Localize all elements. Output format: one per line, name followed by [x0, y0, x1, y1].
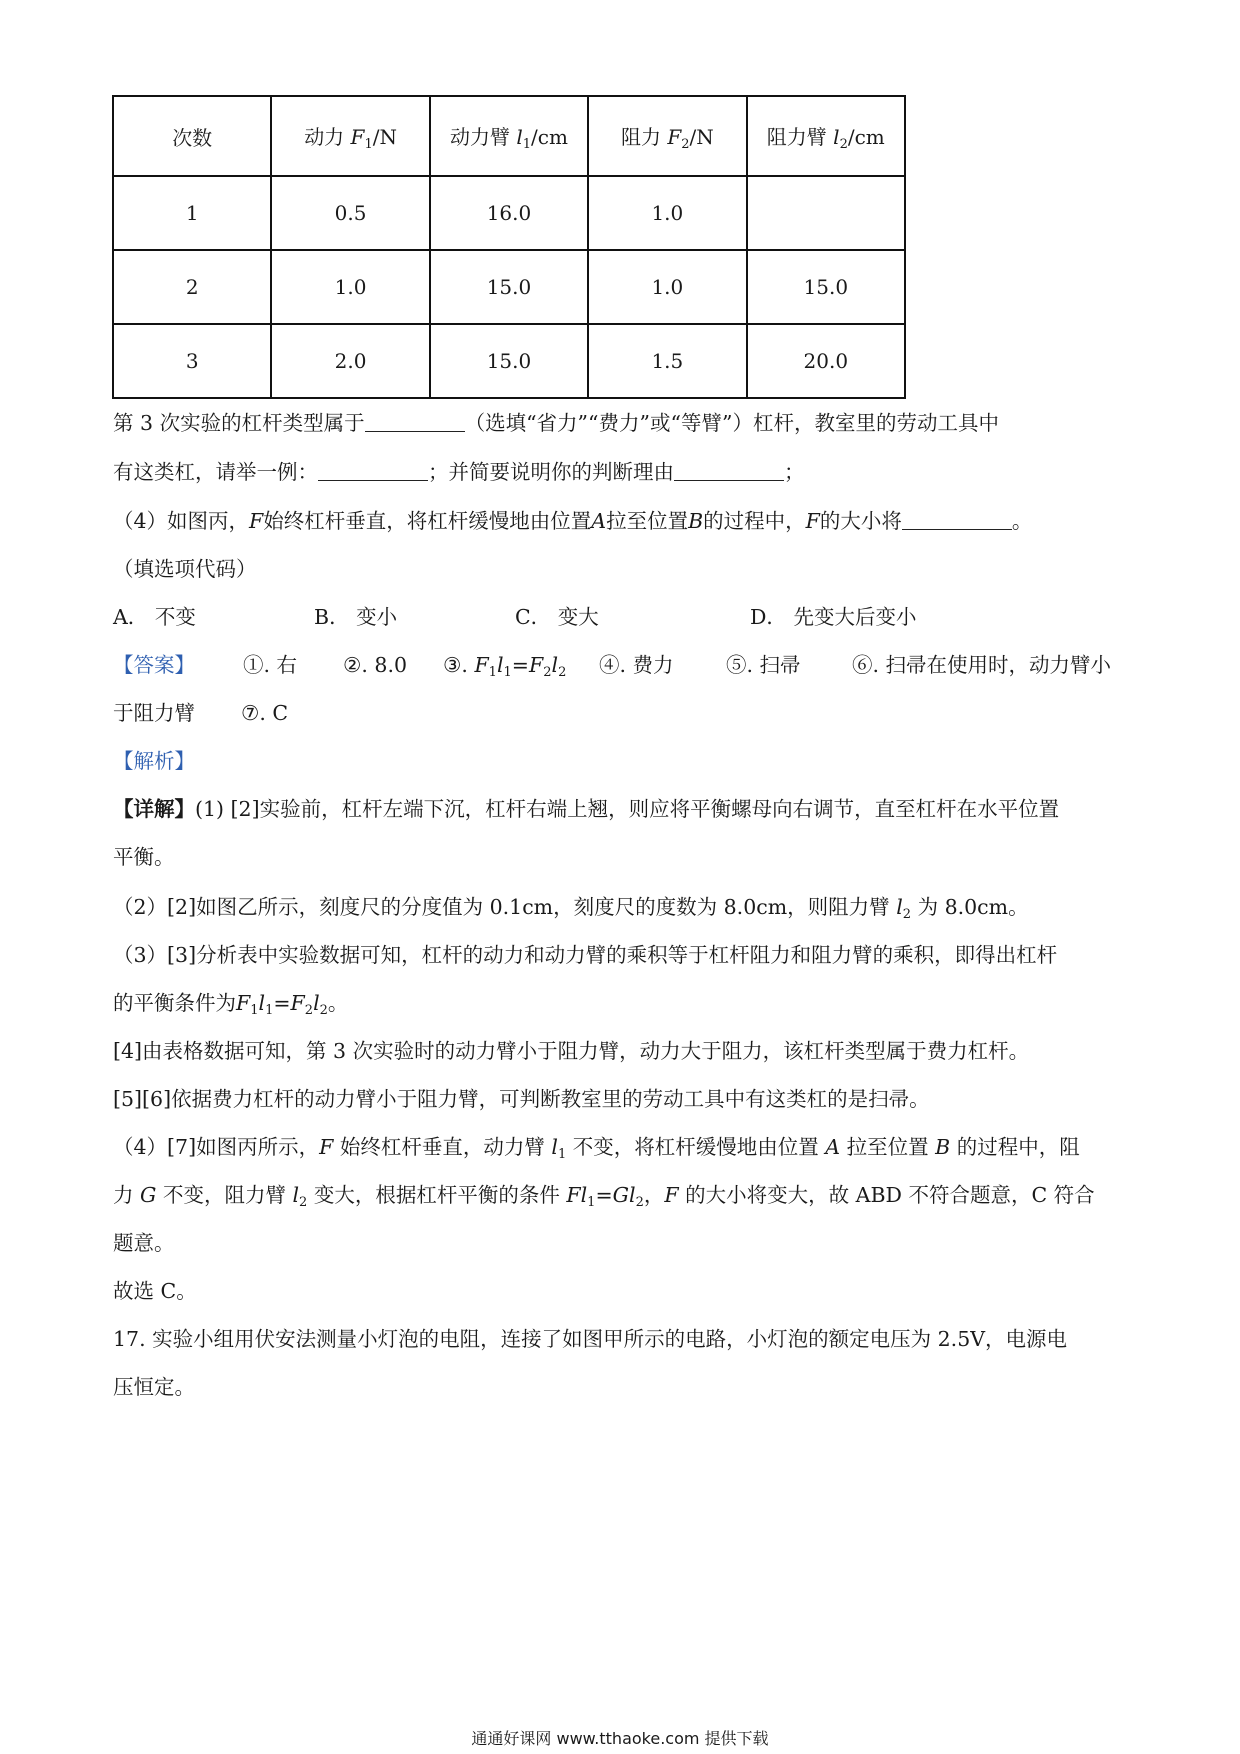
answer-6-cont: 于阻力臂 [113, 701, 195, 725]
detail-text: 拉至位置 [846, 1135, 929, 1159]
detail-p2: （2）[2]如图乙所示，刻度尺的分度值为 0.1cm，刻度尺的度数为 8.0cm，则阻力臂 $l_2$ 为 8.0cm。 [113, 895, 1029, 922]
table-cell: 15.0 [747, 250, 905, 324]
q3-line-2 [113, 457, 805, 487]
detail-text: 不变，阻力臂 [162, 1183, 286, 1207]
detail-p1 [113, 794, 1059, 824]
option-d: D． 先变大后变小 [750, 605, 917, 629]
detail-text: ， [643, 1183, 665, 1207]
answer-row [113, 650, 1133, 680]
page-footer: 通通好课网 www.tthaoke.com 提供下载 [471, 1729, 769, 1748]
q4-text: 拉至位置 [606, 509, 689, 533]
detail-text: 为 8.0cm。 [917, 895, 1029, 919]
q4-line [113, 506, 1032, 536]
detail-p7: 力 G 不变，阻力臂 $l_2$ 变大，根据杠杆平衡的条件 $Fl_1=Gl_2$，F 的大小将变大，故 ABD 不符合题意，C 符合 [113, 1183, 1095, 1210]
q3-text: 第 3 次实验的杠杆类型属于 [113, 411, 365, 435]
table-cell: 16.0 [430, 176, 588, 250]
detail-p6: （4）[7]如图丙所示，F 始终杠杆垂直，动力臂 $l_1$ 不变，将杠杆缓慢地由位置 A 拉至位置 B 的过程中，阻 [113, 1135, 1080, 1162]
table-header-row [113, 96, 905, 176]
detail-text: （4）[7]如图丙所示， [113, 1135, 320, 1159]
answer-3: ③. $F_1l_1=F_2l_2$ [443, 653, 567, 680]
symbol-F: F [805, 509, 820, 533]
q3-text: （选填“省力”“费力”或“等臂”）杠杆，教室里的劳动工具中 [464, 411, 999, 435]
q4-text: 的大小将 [819, 509, 902, 533]
table-row [113, 176, 905, 250]
table-row [113, 250, 905, 324]
detail-p3b: 的平衡条件为$F_1l_1=F_2l_2$。 [113, 991, 349, 1018]
table-cell: 1.0 [271, 250, 429, 324]
detail-text: 变大，根据杠杆平衡的条件 [313, 1183, 560, 1207]
detail-text: 不变，将杠杆缓慢地由位置 [572, 1135, 819, 1159]
analysis-label: 【解析】 [113, 749, 195, 773]
table-cell: 0.5 [271, 176, 429, 250]
q3-text: ；并简要说明你的判断理由 [428, 460, 674, 484]
detail-text: 始终杠杆垂直，动力臂 [339, 1135, 545, 1159]
q3-text: ； [784, 460, 805, 484]
symbol-F: F [249, 509, 264, 533]
symbol-A: A [591, 509, 607, 533]
detail-text: 的大小将变大，故 ABD 不符合题意，C 符合 [685, 1183, 1095, 1207]
detail-p3: （3）[3]分析表中实验数据可知，杠杆的动力和动力臂的乘积等于杠杆阻力和阻力臂的乘积，即得出杠杆 [113, 943, 1058, 967]
detail-p1b: 平衡。 [113, 845, 175, 869]
q17-line-2: 压恒定。 [113, 1375, 195, 1399]
header-load-arm: 阻力臂 $l_2/cm$ [747, 96, 905, 176]
answer-blank[interactable] [902, 507, 1012, 530]
header-effort-arm: 动力臂 $l_1/cm$ [430, 96, 588, 176]
answer-blank[interactable] [318, 458, 428, 481]
options-row [113, 602, 1113, 632]
detail-text: 。 [327, 991, 349, 1015]
data-table [112, 95, 906, 399]
table-cell: 3 [113, 324, 271, 398]
answer-5: ⑤. 扫帚 [726, 653, 801, 677]
q4-text: 的过程中， [703, 509, 806, 533]
table-cell [747, 176, 905, 250]
table-cell: 2 [113, 250, 271, 324]
q3-text: 有这类杠，请举一例： [113, 460, 318, 484]
detail-label: 【详解】 [113, 797, 195, 821]
table-cell: 15.0 [430, 324, 588, 398]
table-cell: 1.0 [588, 250, 746, 324]
detail-text: 的平衡条件为 [113, 991, 236, 1015]
table-row [113, 324, 905, 398]
detail-text: 力 [113, 1183, 134, 1207]
table-cell: 15.0 [430, 250, 588, 324]
answer-3-label: ③. [443, 653, 468, 677]
table-cell: 1 [113, 176, 271, 250]
table-cell: 2.0 [271, 324, 429, 398]
table-cell: 20.0 [747, 324, 905, 398]
table-cell: 1.0 [588, 176, 746, 250]
detail-text: 的过程中，阻 [956, 1135, 1080, 1159]
detail-p4: [4]由表格数据可知，第 3 次实验时的动力臂小于阻力臂，动力大于阻力，该杠杆类型属于费力杠杆。 [113, 1039, 1030, 1063]
header-effort: 动力 $F_1/N$ [271, 96, 429, 176]
answer-4: ④. 费力 [599, 653, 674, 677]
detail-p8: 题意。 [113, 1231, 175, 1255]
q4-hint: （填选项代码） [113, 557, 257, 581]
detail-text: (1) [2]实验前，杠杆左端下沉，杠杆右端上翘，则应将平衡螺母向右调节，直至杠杆在水平位置 [195, 797, 1060, 821]
header-count: 次数 [113, 96, 271, 176]
q3-line-1 [113, 408, 999, 438]
option-c: C． 变大 [515, 605, 599, 629]
answer-2: ②. 8.0 [343, 653, 408, 677]
q4-text: 始终杠杆垂直，将杠杆缓慢地由位置 [263, 509, 592, 533]
answer-blank[interactable] [674, 458, 784, 481]
detail-text: （2）[2]如图乙所示，刻度尺的分度值为 0.1cm，刻度尺的度数为 8.0cm，则阻力臂 [113, 895, 890, 919]
answer-6: ⑥. 扫帚在使用时，动力臂小 [852, 653, 1112, 677]
q4-text: （4）如图丙， [113, 509, 250, 533]
answer-1: ①. 右 [243, 653, 298, 677]
q17-line-1: 17. 实验小组用伏安法测量小灯泡的电阻，连接了如图甲所示的电路，小灯泡的额定电压为 2.5V，电源电 [113, 1327, 1068, 1351]
answer-label: 【答案】 [113, 653, 195, 677]
option-b: B． 变小 [314, 605, 398, 629]
header-load: 阻力 $F_2/N$ [588, 96, 746, 176]
detail-p5: [5][6]依据费力杠杆的动力臂小于阻力臂，可判断教室里的劳动工具中有这类杠的是扫帚。 [113, 1087, 930, 1111]
symbol-B: B [688, 509, 704, 533]
answer-7: ⑦. C [241, 701, 289, 725]
table-cell: 1.5 [588, 324, 746, 398]
answer-row-2 [113, 698, 288, 728]
answer-blank[interactable] [365, 409, 465, 432]
q4-text: 。 [1011, 509, 1033, 533]
option-a: A． 不变 [113, 605, 196, 629]
detail-p9: 故选 C。 [113, 1279, 197, 1303]
